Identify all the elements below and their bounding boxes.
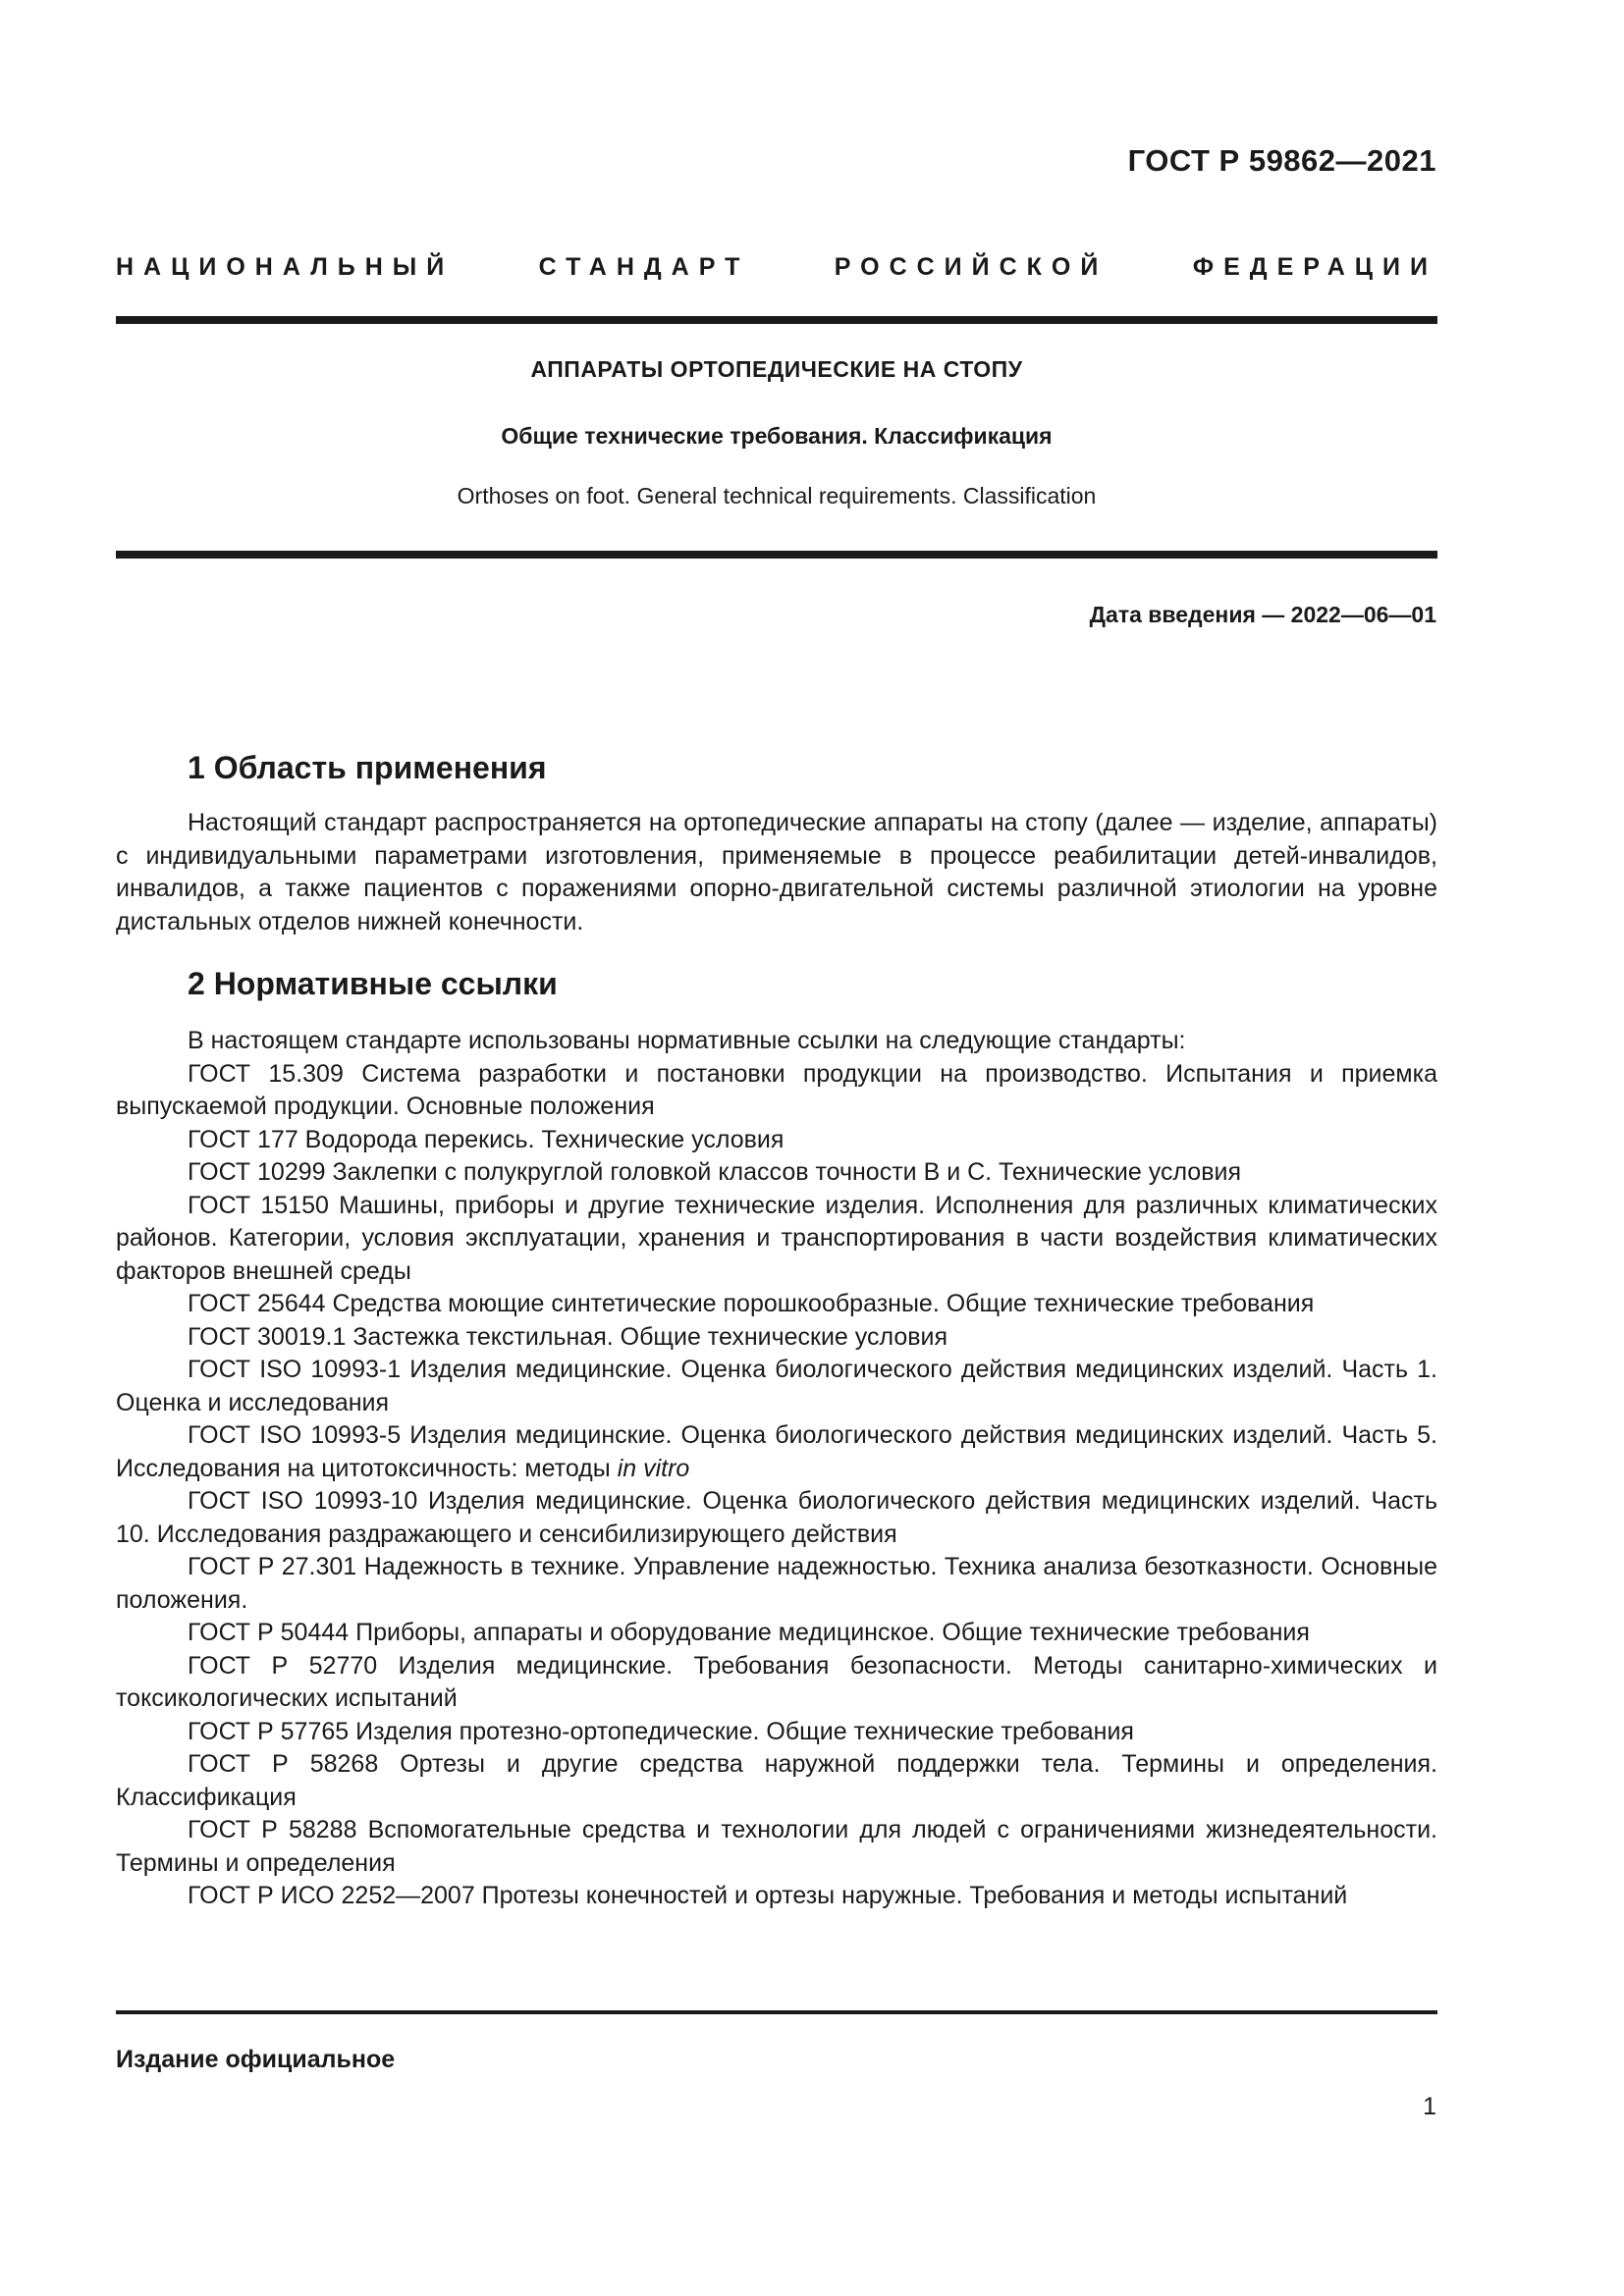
reference-item: ГОСТ 30019.1 Застежка текстильная. Общие технические условия xyxy=(188,1322,948,1351)
reference-item: ГОСТ Р 27.301 Надежность в технике. Управление надежностью. Техника анализа безотказности. Основные положения. xyxy=(116,1553,1437,1614)
national-standard-banner: НАЦИОНАЛЬНЫЙ СТАНДАРТ РОССИЙСКОЙ ФЕДЕРАЦИИ xyxy=(116,253,1437,281)
top-divider xyxy=(116,316,1437,324)
section-2-heading: 2 Нормативные ссылки xyxy=(188,966,558,1001)
reference-item: ГОСТ Р ИСО 2252—2007 Протезы конечностей и ортезы наружные. Требования и методы испытаний xyxy=(188,1882,1348,1909)
reference-item: ГОСТ Р 58268 Ортезы и другие средства наружной поддержки тела. Термины и определения. Классификация xyxy=(116,1750,1437,1811)
introduction-date: Дата введения — 2022—06—01 xyxy=(1089,602,1436,627)
reference-item: ГОСТ 15150 Машины, приборы и другие технические изделия. Исполнения для различных климатических районов. Категории, условия эксплуатации, хранения и транспортирования в части воздействия климатических факторов внешней среды xyxy=(116,1191,1437,1285)
section-2-intro: В настоящем стандарте использованы нормативные ссылки на следующие стандарты: xyxy=(188,1027,1186,1054)
page-number: 1 xyxy=(1423,2093,1436,2120)
reference-text: ГОСТ ISO 10993-5 Изделия медицинские. Оценка биологического действия медицинских изделий. Часть 5. Исследования на цитотоксичность: методы xyxy=(116,1421,1437,1482)
official-edition-label: Издание официальное xyxy=(116,2046,396,2073)
document-body xyxy=(116,748,1437,1913)
reference-item: ГОСТ 25644 Средства моющие синтетические порошкообразные. Общие технические требования xyxy=(188,1290,1315,1317)
reference-item: ГОСТ ISO 10993-10 Изделия медицинские. Оценка биологического действия медицинских изделий. Часть 10. Исследования раздражающего и сенсибилизирующего действия xyxy=(116,1487,1437,1548)
section-1-heading: 1 Область применения xyxy=(188,750,547,785)
section-1-text: Настоящий стандарт распространяется на ортопедические аппараты на стопу (далее — изделие, аппараты) с индивидуальными параметрами изготовления, применяемые в процессе реабилитации детей-инвалидов, инвалидов, а также пациентов с поражениями опорно-двигательной системы различной этиологии на уровне дистальных отделов нижней конечности. xyxy=(116,809,1437,935)
footer-divider xyxy=(116,2010,1437,2014)
english-title: Orthoses on foot. General technical requirements. Classification xyxy=(457,483,1097,508)
reference-item: ГОСТ Р 57765 Изделия протезно-ортопедические. Общие технические требования xyxy=(188,1717,1134,1745)
reference-item: ГОСТ 10299 Заклепки с полукруглой головкой классов точности В и С. Технические условия xyxy=(188,1158,1241,1186)
reference-item: ГОСТ 15.309 Система разработки и постановки продукции на производство. Испытания и приемка выпускаемой продукции. Основные положения xyxy=(116,1059,1437,1120)
document-title: АППАРАТЫ ОРТОПЕДИЧЕСКИЕ НА СТОПУ xyxy=(530,356,1023,382)
reference-item: ГОСТ 177 Водорода перекись. Технические условия xyxy=(188,1125,785,1153)
reference-item: ГОСТ Р 50444 Приборы, аппараты и оборудование медицинское. Общие технические требования xyxy=(188,1619,1310,1646)
reference-item: ГОСТ ISO 10993-1 Изделия медицинские. Оценка биологического действия медицинских изделий. Часть 1. Оценка и исследования xyxy=(116,1356,1437,1416)
document-subtitle: Общие технические требования. Классификация xyxy=(501,423,1053,449)
reference-item xyxy=(116,1419,1437,1485)
document-code: ГОСТ Р 59862—2021 xyxy=(1127,143,1436,178)
reference-item: ГОСТ Р 58288 Вспомогательные средства и технологии для людей с ограничениями жизнедеятельности. Термины и определения xyxy=(116,1816,1437,1877)
reference-item: ГОСТ Р 52770 Изделия медицинские. Требования безопасности. Методы санитарно-химических и токсикологических испытаний xyxy=(116,1651,1437,1712)
reference-italic-term: in vitro xyxy=(617,1454,690,1482)
title-divider xyxy=(116,551,1437,559)
